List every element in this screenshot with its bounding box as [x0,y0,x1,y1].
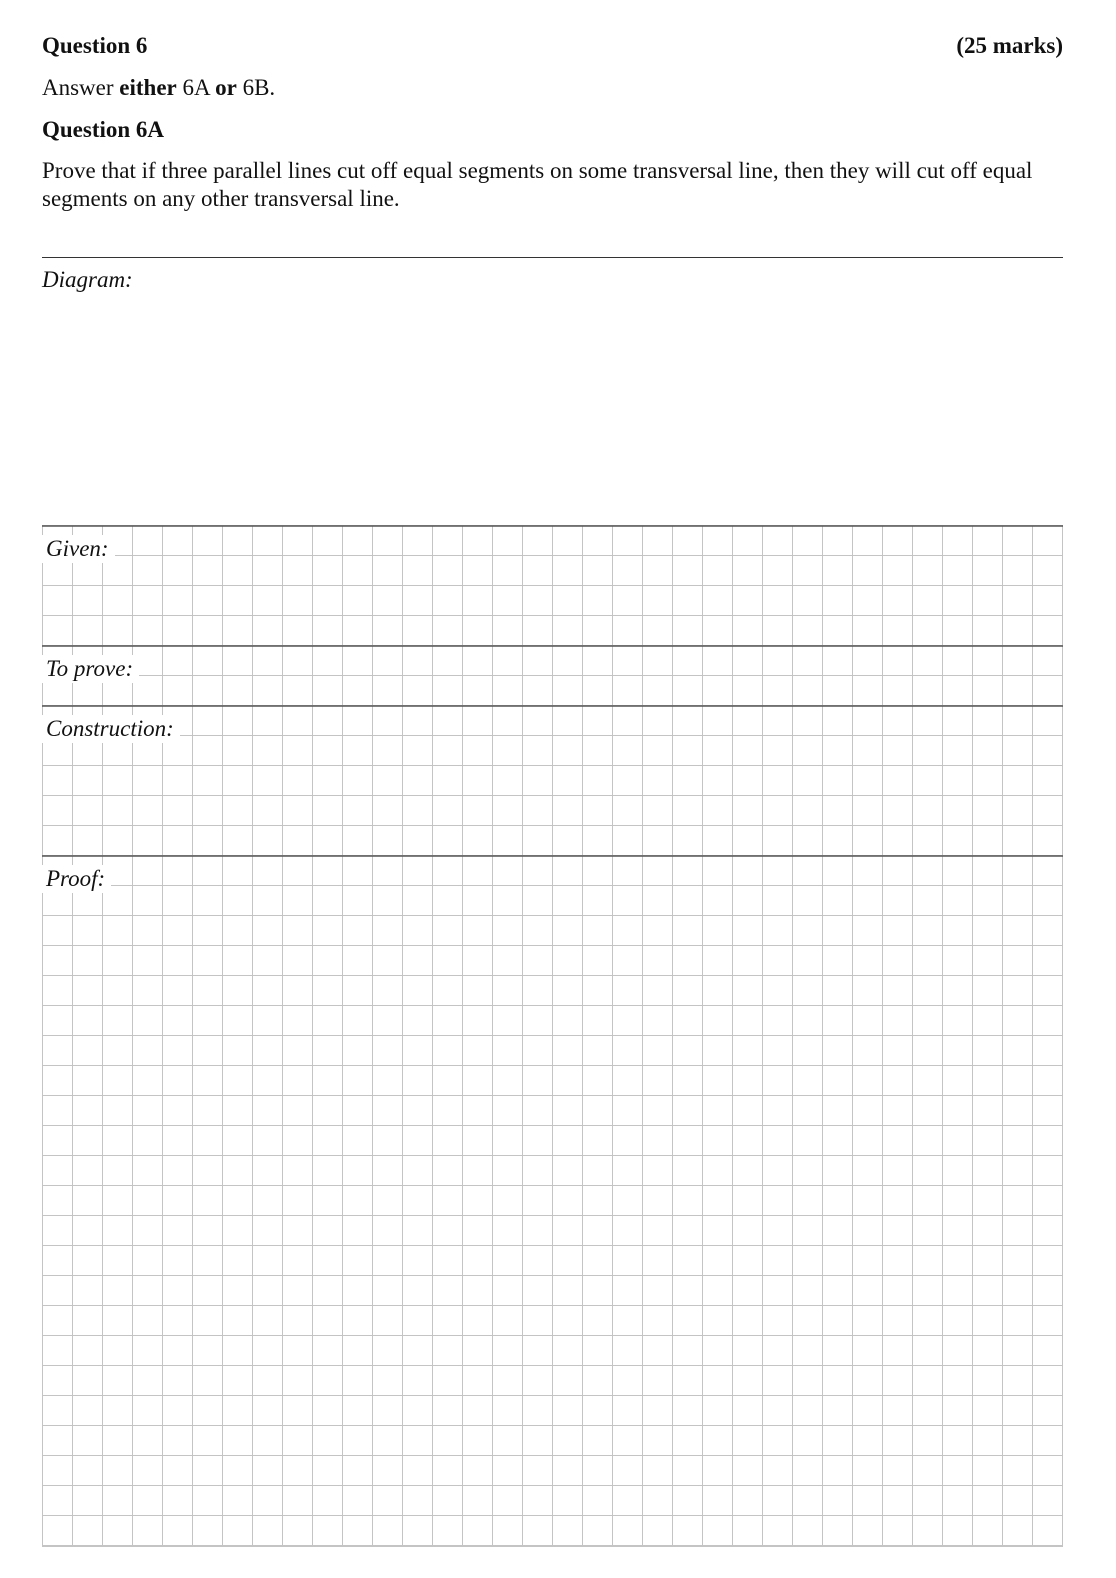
proof-label: Proof: [42,865,111,893]
instruction-prefix: Answer [42,75,120,100]
answer-instruction [42,72,275,104]
subquestion-prompt: Prove that if three parallel lines cut off equal segments on some transversal line, then they will cut off equal segments on any other transversal line. [42,158,1033,211]
divider-rule [42,257,1063,258]
construction-label: Construction: [42,715,180,743]
instruction-or: or [215,75,237,100]
diagram-label: Diagram: [42,267,133,292]
answer-grid[interactable] [42,525,1063,1547]
to-prove-label: To prove: [42,655,139,683]
question-heading: Question 6 [42,33,148,58]
subquestion-heading: Question 6A [42,117,165,142]
question-marks: (25 marks) [956,33,1063,58]
instruction-option-1: 6A [176,75,216,100]
instruction-option-2: 6B. [236,75,276,100]
grid-lines [42,525,1063,1547]
instruction-either: either [119,75,177,100]
given-label: Given: [42,535,115,563]
